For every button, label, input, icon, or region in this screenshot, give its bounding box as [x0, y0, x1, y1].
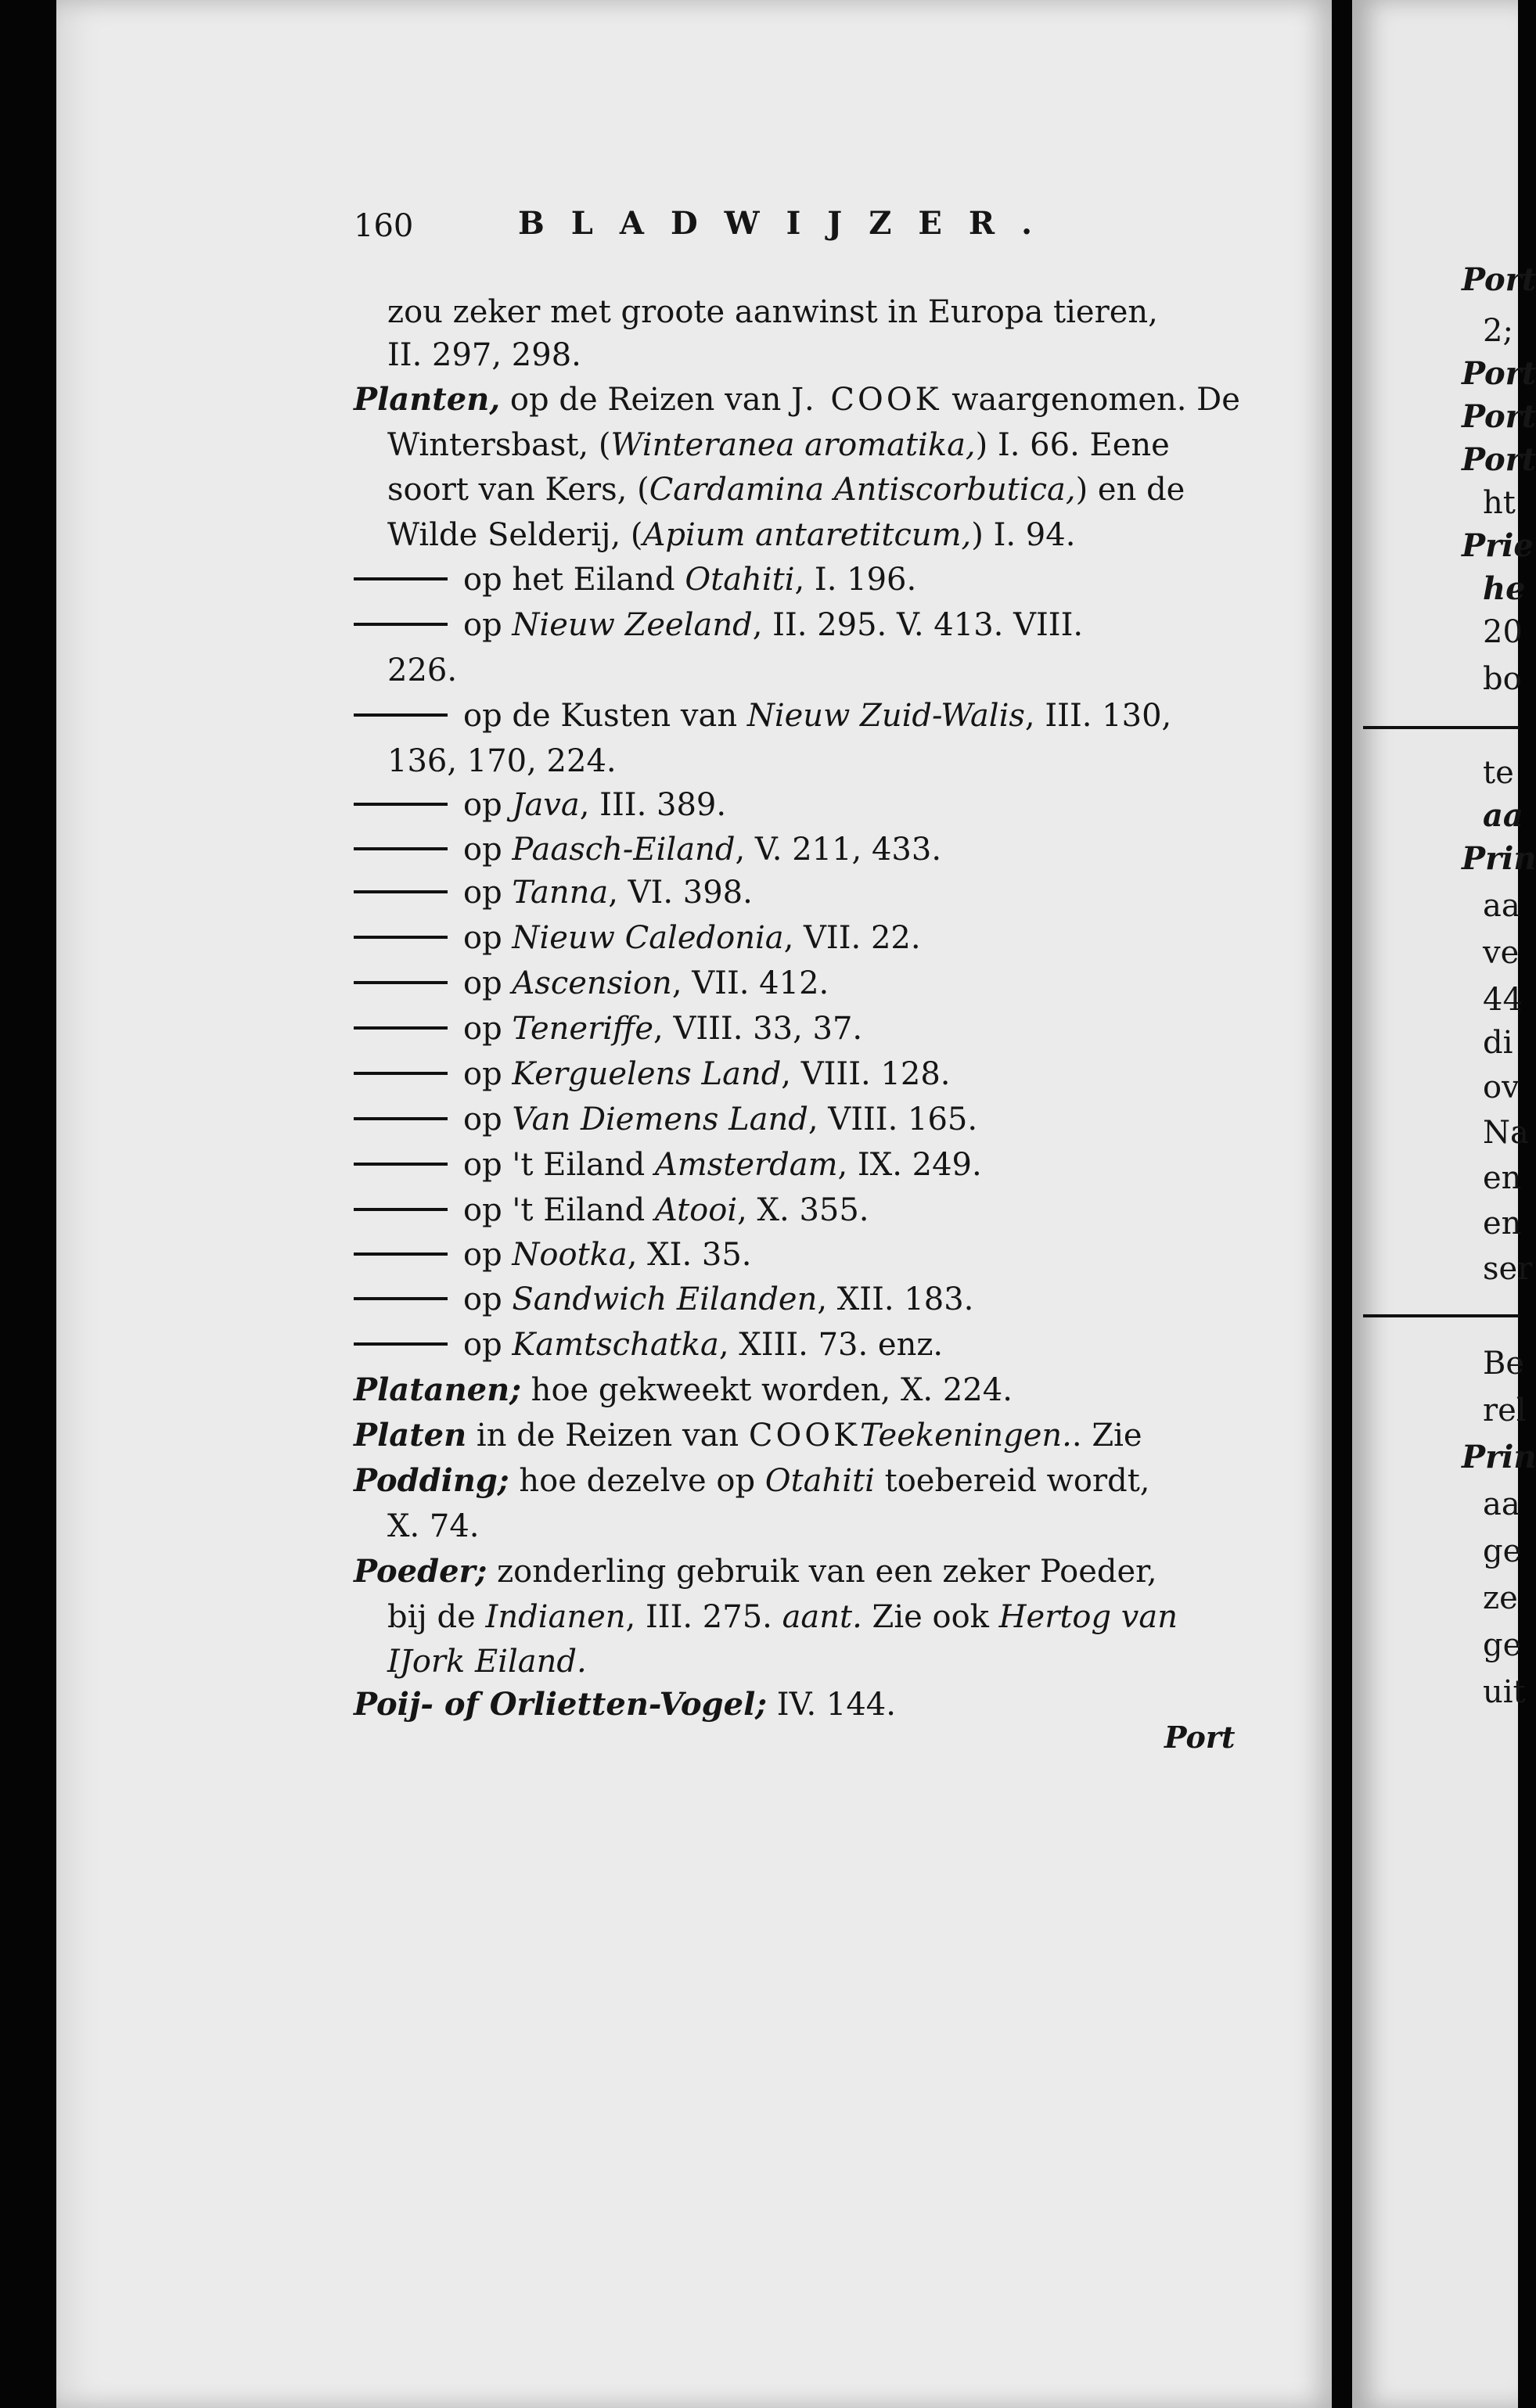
index-line: [354, 1232, 1230, 1278]
index-line: [354, 602, 1230, 648]
index-line: [354, 557, 1230, 602]
entry-text: ) en de: [1075, 472, 1185, 508]
index-line: [387, 1639, 1264, 1684]
right-page-fragment: ht: [1483, 485, 1516, 521]
entry-keyword: Platen: [354, 1417, 467, 1454]
italic-term: Paasch-Eiland: [512, 832, 736, 868]
entry-text: , II. 295. V. 413. VIII.: [752, 607, 1084, 643]
italic-term: Sandwich Eilanden: [512, 1281, 818, 1317]
italic-term: Hertog van: [998, 1599, 1178, 1635]
italic-term: Otahiti: [764, 1463, 875, 1499]
italic-term: IJork Eiland.: [387, 1644, 587, 1680]
entry-text: 226.: [387, 652, 458, 688]
italic-term: aant.: [782, 1599, 862, 1635]
ditto-dash: [354, 1117, 448, 1120]
right-rule-2: [1363, 1314, 1520, 1317]
italic-term: Amsterdam: [654, 1147, 838, 1183]
ditto-dash: [354, 577, 448, 580]
ditto-dash: [354, 847, 448, 850]
catchword: Port: [1164, 1720, 1236, 1755]
index-line: [387, 467, 1264, 512]
page-header: [354, 202, 1246, 257]
italic-term: Tanna: [512, 875, 609, 911]
right-page-fragment: rel: [1483, 1393, 1527, 1429]
entry-text: op de Kusten van: [463, 698, 747, 734]
index-line: [387, 648, 1264, 693]
index-line: [354, 1322, 1230, 1368]
italic-term: Kerguelens Land: [512, 1056, 782, 1092]
right-page-fragment: en: [1483, 1160, 1522, 1196]
index-line: [354, 1142, 1230, 1188]
entry-text: , VI. 398.: [608, 875, 753, 911]
index-line: [354, 870, 1230, 915]
index-line: [354, 1458, 1230, 1504]
entry-text: op 't Eiland: [463, 1192, 655, 1228]
right-page-fragment: ge: [1483, 1533, 1522, 1569]
entry-text: op: [463, 832, 513, 868]
right-page-fragment: he: [1483, 570, 1526, 607]
italic-term: Nieuw Zeeland: [512, 607, 753, 643]
entry-text: ) I. 94.: [971, 517, 1076, 553]
entry-text: , IX. 249.: [837, 1147, 982, 1183]
right-page-fragment: Prin: [1462, 840, 1536, 877]
right-page-fragment: Port: [1462, 261, 1536, 298]
right-page-fragment: te: [1483, 755, 1514, 791]
right-page-fragment: 20: [1483, 614, 1523, 650]
entry-text: waargenomen. De: [941, 382, 1240, 418]
entry-text: op: [463, 787, 513, 823]
entry-text: II. 297, 298.: [387, 337, 581, 373]
entry-text: , XII. 183.: [817, 1281, 974, 1317]
index-line: [354, 827, 1230, 872]
ditto-dash: [354, 1297, 448, 1300]
entry-text: . Zie: [1071, 1418, 1142, 1454]
index-line: [387, 1504, 1264, 1549]
index-line: [354, 377, 1240, 422]
right-page-fragment: Prie: [1462, 527, 1534, 564]
right-page-fragment: Port: [1462, 398, 1536, 435]
ditto-dash: [354, 890, 448, 893]
right-page-fragment: ge: [1483, 1627, 1522, 1663]
index-line: [387, 332, 1264, 378]
entry-text: 136, 170, 224.: [387, 743, 617, 779]
right-page-fragment: aa: [1483, 888, 1520, 924]
entry-text: , VIII. 33, 37.: [653, 1011, 863, 1047]
entry-text: , VII. 22.: [783, 920, 921, 956]
right-page-fragment: en: [1483, 1206, 1522, 1242]
right-page-fragment: uit: [1483, 1674, 1526, 1710]
entry-text: , VIII. 165.: [808, 1102, 978, 1138]
right-page-fragment: Prin: [1462, 1439, 1536, 1475]
index-line: [387, 512, 1264, 558]
entry-text: op: [463, 875, 513, 911]
entry-text: op: [463, 607, 513, 643]
entry-text: COOK: [748, 1418, 860, 1454]
page-title: BLADWIJZER.: [518, 205, 1059, 242]
entry-text: soort van Kers, (: [387, 472, 649, 508]
italic-term: Nieuw Caledonia: [512, 920, 784, 956]
entry-text: op: [463, 920, 513, 956]
right-page-fragment: ze: [1483, 1580, 1518, 1616]
right-page-fragment: ve: [1483, 935, 1520, 971]
index-line: [387, 1594, 1264, 1640]
index-line: [354, 1188, 1230, 1233]
index-line: [354, 1682, 1230, 1727]
entry-text: IV. 144.: [767, 1687, 896, 1723]
entry-text: , XIII. 73. enz.: [718, 1327, 944, 1363]
entry-text: , V. 211, 433.: [735, 832, 942, 868]
entry-text: zou zeker met groote aanwinst in Europa tieren,: [387, 294, 1158, 330]
right-page-fragment: di: [1483, 1025, 1513, 1061]
entry-text: , III. 389.: [579, 787, 727, 823]
right-page-fragment: aa: [1483, 1486, 1520, 1522]
entry-text: toebereid wordt,: [874, 1463, 1150, 1499]
page-number: 160: [354, 208, 414, 244]
entry-text: J. COOK: [791, 382, 942, 418]
right-page-fragment: ser: [1483, 1251, 1533, 1287]
italic-term: Kamtschatka: [512, 1327, 719, 1363]
right-page-fragment: ov: [1483, 1069, 1520, 1105]
ditto-dash: [354, 1072, 448, 1075]
index-line: [354, 1006, 1230, 1051]
entry-text: , VIII. 128.: [781, 1056, 951, 1092]
italic-term: Apium antaretitcum,: [642, 517, 972, 553]
right-page-fragment: 2;: [1483, 313, 1513, 349]
ditto-dash: [354, 981, 448, 984]
entry-text: zonderling gebruik van een zeker Poeder,: [487, 1554, 1157, 1590]
index-line: [354, 915, 1230, 961]
entry-text: Wintersbast, (: [387, 427, 611, 463]
entry-text: op: [463, 1327, 513, 1363]
right-rule-1: [1363, 726, 1520, 729]
italic-term: Cardamina Antiscorbutica,: [649, 472, 1076, 508]
entry-keyword: Planten,: [354, 381, 501, 418]
index-line: [387, 422, 1264, 468]
index-line: [354, 1277, 1230, 1322]
entry-text: ) I. 66. Eene: [975, 427, 1170, 463]
entry-keyword: Podding;: [354, 1462, 509, 1499]
index-line: [354, 693, 1230, 739]
entry-text: Wilde Selderij, (: [387, 517, 643, 553]
entry-keyword: Platanen;: [354, 1371, 521, 1408]
ditto-dash: [354, 713, 448, 717]
right-page-fragment: 44: [1483, 982, 1523, 1018]
entry-text: , XI. 35.: [627, 1237, 752, 1273]
italic-term: Nieuw Zuid-Walis: [746, 698, 1025, 734]
entry-text: hoe gekweekt worden, X. 224.: [520, 1372, 1013, 1408]
entry-text: op: [463, 965, 513, 1001]
entry-text: op het Eiland: [463, 562, 685, 598]
ditto-dash: [354, 1342, 448, 1346]
entry-text: Zie ook: [862, 1599, 999, 1635]
entry-text: in de Reizen van: [466, 1418, 749, 1454]
ditto-dash: [354, 936, 448, 939]
ditto-dash: [354, 803, 448, 806]
entry-text: op: [463, 1281, 513, 1317]
entry-text: op: [463, 1102, 513, 1138]
italic-term: Nootka: [512, 1237, 628, 1273]
ditto-dash: [354, 623, 448, 626]
index-line: [354, 1368, 1230, 1413]
entry-text: , I. 196.: [794, 562, 917, 598]
entry-text: op de Reizen van: [500, 382, 792, 418]
entry-text: , III. 130,: [1024, 698, 1172, 734]
entry-text: X. 74.: [387, 1508, 480, 1544]
entry-text: op: [463, 1237, 513, 1273]
index-line: [387, 289, 1264, 335]
right-page-fragment: Be: [1483, 1346, 1525, 1382]
italic-term: Java: [512, 787, 580, 823]
right-page-fragment: Port: [1462, 441, 1536, 478]
italic-term: Atooi: [654, 1192, 738, 1228]
entry-keyword: Poeder;: [354, 1553, 487, 1590]
index-line: [354, 1413, 1230, 1458]
italic-term: Teekeningen.: [859, 1418, 1072, 1454]
ditto-dash: [354, 1253, 448, 1256]
ditto-dash: [354, 1208, 448, 1211]
index-line: [354, 961, 1230, 1006]
italic-term: Van Diemens Land: [512, 1102, 808, 1138]
right-page-fragment: Port: [1462, 355, 1536, 392]
italic-term: Ascension: [512, 965, 672, 1001]
entry-text: , X. 355.: [737, 1192, 869, 1228]
entry-text: op: [463, 1011, 513, 1047]
italic-term: Teneriffe: [512, 1011, 654, 1047]
ditto-dash: [354, 1163, 448, 1166]
ditto-dash: [354, 1026, 448, 1030]
italic-term: Otahiti: [685, 562, 795, 598]
index-line: [354, 1051, 1230, 1097]
index-line: [354, 1097, 1230, 1142]
italic-term: Winteranea aromatika,: [610, 427, 976, 463]
index-line: [354, 1549, 1230, 1594]
entry-text: hoe dezelve op: [509, 1463, 765, 1499]
italic-term: Indianen: [485, 1599, 626, 1635]
right-page-fragment: aa: [1483, 797, 1523, 834]
entry-keyword: Poij- of Orlietten-Vogel;: [354, 1686, 768, 1723]
right-page-fragment: bo: [1483, 661, 1522, 697]
entry-text: , VII. 412.: [671, 965, 829, 1001]
entry-text: op 't Eiland: [463, 1147, 655, 1183]
entry-text: op: [463, 1056, 513, 1092]
right-page-fragment: Na: [1483, 1115, 1529, 1151]
entry-text: , III. 275.: [625, 1599, 782, 1635]
entry-text: bij de: [387, 1599, 486, 1635]
index-line: [354, 782, 1230, 828]
index-line: [387, 739, 1264, 784]
